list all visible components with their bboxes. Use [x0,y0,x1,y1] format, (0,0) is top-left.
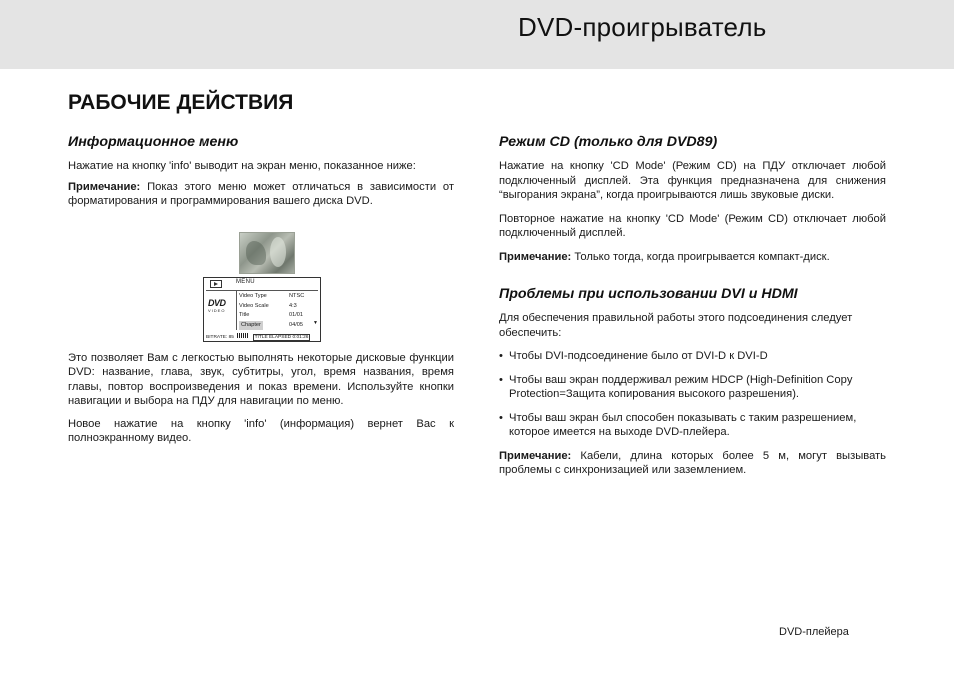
osd-row-key: Video Scale [239,302,269,309]
osd-row-video-type [239,292,317,302]
play-icon [210,280,222,288]
cd-mode-description: Нажатие на кнопку 'CD Mode' (Режим CD) на ПДУ отключает любой подключенный дисплей. Эта функция предназначена для снижения “выгорания экрана”, когда проигрываются лишь звуковые диски. [499,160,886,201]
osd-row-key: Chapter [239,321,263,331]
bitrate-bars-icon [237,333,249,340]
note-text: Показ этого меню может отличаться в зависимости от форматирования и программирования вашего диска DVD. [68,180,454,207]
info-menu-intro: Нажатие на кнопку 'info' выводит на экран меню, показанное ниже: [68,160,416,172]
page-footer-label: DVD-плейера [779,626,849,638]
osd-menu-label: MENU [236,279,255,285]
list-item [499,373,886,402]
bitrate-readout: BITRATE: 85 [206,334,234,340]
scroll-down-icon: ▼ [313,320,318,326]
osd-row-value: 04/05 [289,321,303,328]
info-menu-note [68,180,454,209]
osd-row-video-scale [239,302,317,312]
title-elapsed-readout: TITLE ELAPSED 0:01:26 [254,334,309,340]
osd-menu-panel [203,277,321,342]
osd-info-rows [239,292,317,330]
bullet: • [499,411,503,424]
osd-status-bar [206,333,318,341]
right-column [499,134,886,478]
note-label: Примечание: [68,180,141,193]
video-thumbnail-image [239,232,295,274]
header-band [0,0,954,69]
info-menu-heading: Информационное меню [68,134,239,150]
dvi-hdmi-note [499,449,886,478]
bullet: • [499,373,503,386]
osd-divider [206,290,318,291]
osd-row-chapter [239,321,317,331]
osd-row-value: 01/01 [289,312,303,318]
dvd-logo-text: DVD [208,298,226,308]
list-item [499,349,886,364]
cd-mode-heading: Режим CD (только для DVD89) [499,134,718,150]
dvi-hdmi-heading: Проблемы при использовании DVI и HDMI [499,286,798,302]
note-label: Примечание: [499,250,572,263]
osd-row-value: 4:3 [289,302,297,309]
info-menu-return: Новое нажатие на кнопку 'info' (информация) вернет Вас к полноэкранному видео. [68,417,454,444]
dvi-hdmi-intro: Для обеспечения правильной работы этого подсоединения следует обеспечить: [499,312,853,339]
note-text: Только тогда, когда проигрывается компакт-диск. [571,250,830,263]
osd-row-value: NTSC [289,293,305,299]
list-item-text: Чтобы DVI-подсоединение было от DVI-D к DVI-D [509,350,768,362]
cd-mode-note [499,250,886,265]
video-logo-text: VIDEO [208,308,226,313]
info-menu-figure [203,232,321,342]
dvi-hdmi-requirements [499,349,886,440]
thumbnail-highlight [270,237,286,267]
osd-vertical-divider [236,290,237,330]
page-header-title: DVD-проигрыватель [518,12,767,42]
thumbnail-shade [246,241,266,265]
list-item [499,411,886,440]
dvd-video-logo [208,298,234,313]
list-item-text: Чтобы ваш экран был способен показывать с таким разрешением, которое имеется на выходе DVD-плейера. [509,411,857,438]
osd-row-key: Video Type [239,293,267,299]
note-label: Примечание: [499,449,572,462]
osd-row-key: Title [239,312,250,318]
cd-mode-repeat: Повторное нажатие на кнопку 'CD Mode' (Режим CD) отключает любой подключенный дисплей. [499,212,886,239]
info-menu-description: Это позволяет Вам с легкостью выполнять некоторые дисковые функции DVD: название, глава, звук, субтитры, угол, время названия, время главы, повтор воспроизведения и показ времени. Используйте кнопки навигации и выбора на ПДУ для навигации по меню. [68,351,454,407]
note-text: Кабели, длина которых более 5 м, могут вызывать проблемы с синхронизацией или заземлением. [499,449,886,476]
list-item-text: Чтобы ваш экран поддерживал режим HDCP (High-Definition Copy Protection=Защита копирования высокого разрешения). [509,373,853,400]
bullet: • [499,350,503,362]
section-title: РАБОЧИЕ ДЕЙСТВИЯ [68,91,294,114]
osd-row-title [239,311,317,321]
